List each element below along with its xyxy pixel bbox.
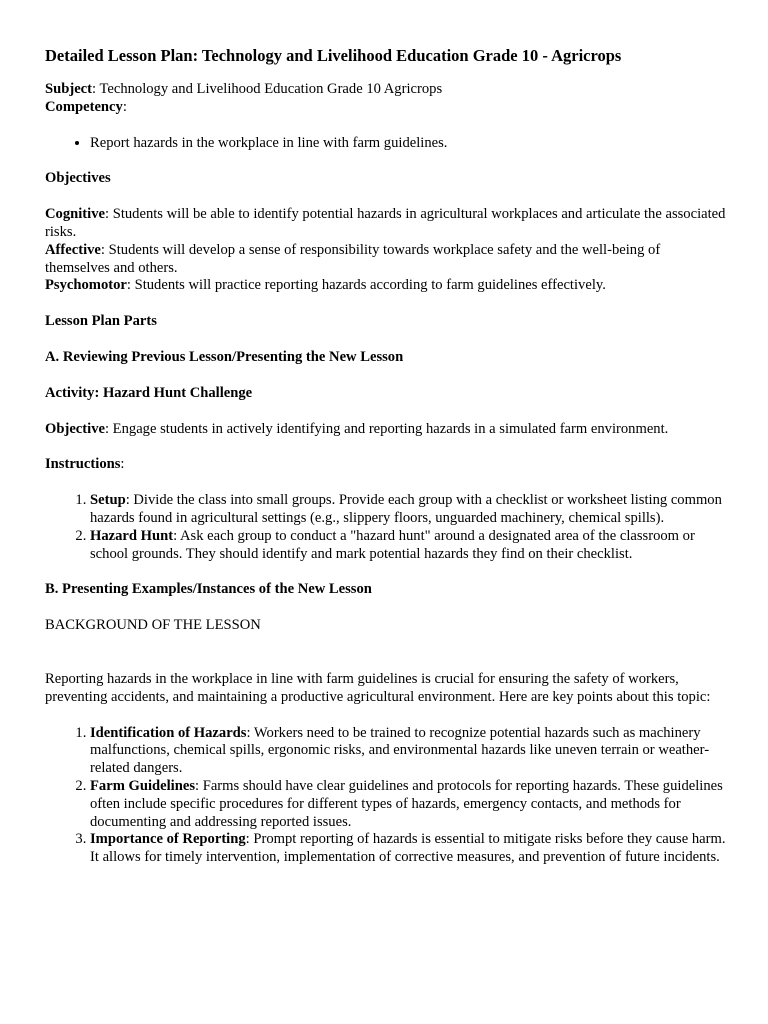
document-title: Detailed Lesson Plan: Technology and Livelihood Education Grade 10 - Agricrops xyxy=(45,46,622,65)
instruction-item-setup: 1. Setup: Divide the class into small groups. Provide each group with a checklist or worksheet listing common hazards found in agricultural settings (e.g., slippery floors, unguarded machinery, chemical spills). xyxy=(90,492,728,528)
activity-objective-text: : Engage students in actively identifying and reporting hazards in a simulated farm environment. xyxy=(104,420,669,437)
activity-objective-label: Objective xyxy=(45,420,105,437)
key-point-farm-guidelines: 2. Farm Guidelines: Farms should have clear guidelines and protocols for reporting hazards. These guidelines often include specific procedures for different types of hazards, emergency contacts, and methods for documenting and addressing reported issues. xyxy=(90,778,728,831)
objective-affective xyxy=(45,242,728,278)
subject-label: Subject xyxy=(45,81,93,97)
instruction-item-hazard-hunt: 2. Hazard Hunt: Ask each group to conduct a "hazard hunt" around a designated area of the classroom or school grounds. They should identify and mark potential hazards they find on their checklist. xyxy=(90,528,728,564)
objective-cognitive xyxy=(45,206,728,242)
instructions-suffix: : xyxy=(120,456,125,473)
competency-list xyxy=(45,135,728,153)
lesson-parts-heading: Lesson Plan Parts xyxy=(45,313,157,330)
subject-line xyxy=(45,81,728,99)
competency-line xyxy=(45,99,728,117)
section-a-heading: A. Reviewing Previous Lesson/Presenting the New Lesson xyxy=(45,348,404,365)
activity-objective xyxy=(45,421,728,439)
affective-text: : Students will develop a sense of responsibility towards workplace safety and the well-being of themselves and others. xyxy=(45,241,661,276)
cognitive-label: Cognitive xyxy=(45,206,105,223)
objective-psychomotor xyxy=(45,277,728,295)
cognitive-text: : Students will be able to identify potential hazards in agricultural workplaces and articulate the associated risks. xyxy=(45,206,726,240)
competency-item: • Report hazards in the workplace in line with farm guidelines. xyxy=(90,135,728,153)
key-points-list xyxy=(45,725,728,867)
key-point-identification: 1. Identification of Hazards: Workers need to be trained to recognize potential hazards such as machinery malfunctions, chemical spills, ergonomic risks, and environmental hazards like uneven terrain or weather-related dangers. xyxy=(90,725,728,778)
activity-heading: Activity: Hazard Hunt Challenge xyxy=(45,384,253,401)
affective-label: Affective xyxy=(45,241,101,258)
psychomotor-label: Psychomotor xyxy=(45,277,127,294)
competency-label: Competency xyxy=(45,98,123,115)
section-b-heading: B. Presenting Examples/Instances of the New Lesson xyxy=(45,581,372,598)
instructions-list xyxy=(45,492,728,563)
background-heading: BACKGROUND OF THE LESSON xyxy=(45,617,261,634)
psychomotor-text: : Students will practice reporting hazards according to farm guidelines effectively. xyxy=(126,277,606,294)
objectives-heading: Objectives xyxy=(45,170,111,187)
key-point-importance: 3. Importance of Reporting: Prompt reporting of hazards is essential to mitigate risks before they cause harm. It allows for timely intervention, implementation of corrective measures, and prevention of future incidents. xyxy=(90,831,728,867)
instructions-label: Instructions xyxy=(45,456,121,473)
background-intro: Reporting hazards in the workplace in line with farm guidelines is crucial for ensuring the safety of workers, preventing accidents, and maintaining a productive agricultural environment. Here are key points about this topic: xyxy=(45,670,711,705)
instructions-heading xyxy=(45,456,728,474)
subject-value: : Technology and Livelihood Education Grade 10 Agricrops xyxy=(92,81,443,97)
competency-suffix: : xyxy=(122,98,127,115)
